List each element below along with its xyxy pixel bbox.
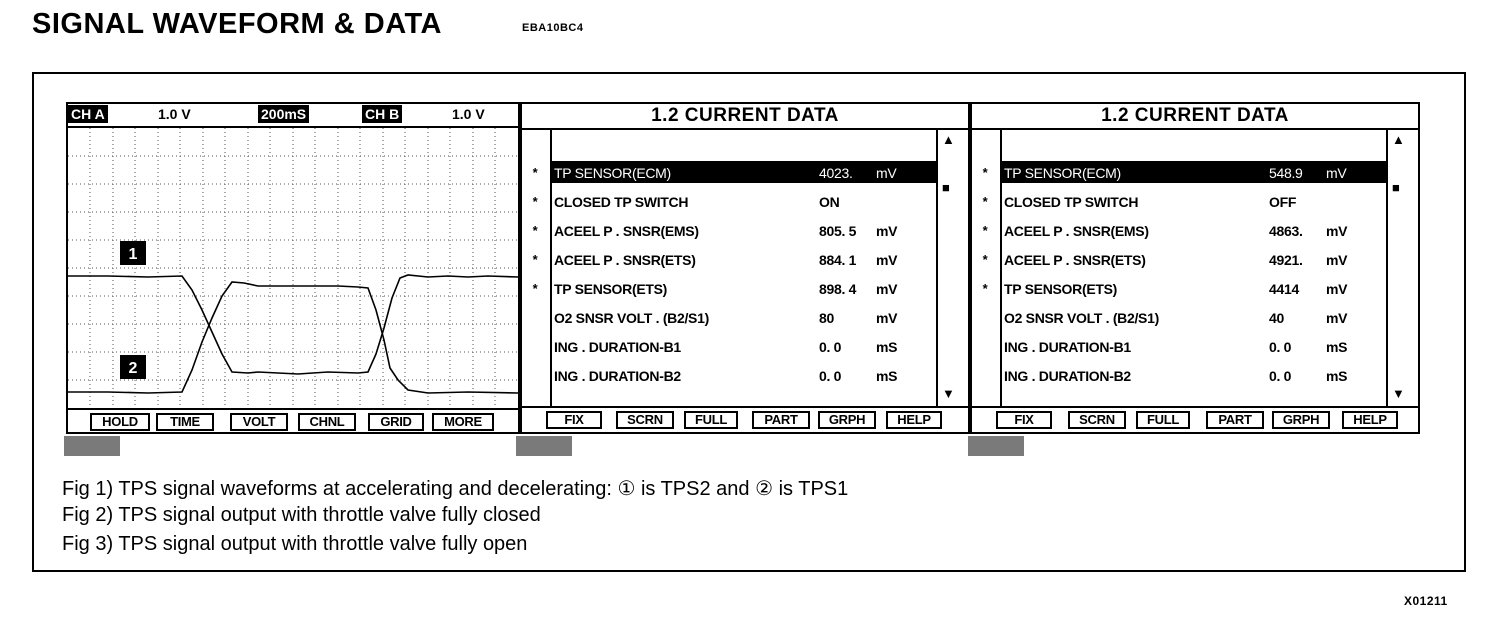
row-name: ACEEL P . SNSR(ETS) [1004,252,1146,268]
star-icon: * [532,194,538,209]
data-row[interactable] [972,159,1418,188]
scroll-thumb[interactable]: ■ [942,180,950,195]
fix-button[interactable]: FIX [546,411,602,429]
volt-button[interactable]: VOLT [230,413,288,431]
data-row[interactable] [522,159,968,188]
channel-a-volt-div: 1.0 V [158,106,191,122]
row-unit: mV [1326,165,1347,181]
row-value: 4023. [819,165,853,181]
panel-title: 1.2 CURRENT DATA [972,104,1418,130]
data-list [972,159,1418,391]
star-icon: * [532,223,538,238]
part-button[interactable]: PART [752,411,810,429]
star-icon: * [982,281,988,296]
data-row[interactable] [972,362,1418,391]
current-data-panel-fig2 [520,102,970,434]
caption-fig-2: Fig 2) TPS signal output with throttle valve fully closed [62,504,541,526]
row-name: ING . DURATION-B2 [554,368,681,384]
row-unit: mV [876,281,898,297]
row-value: OFF [1269,194,1297,210]
time-div: 200mS [258,105,309,123]
oscilloscope-panel [66,102,520,434]
document-code: EBA10BC4 [522,22,584,34]
fig-3-tag [968,436,1024,456]
tps2-marker: 1 [128,246,138,263]
row-unit: mV [876,252,898,268]
row-unit: mV [1326,310,1348,326]
grph-button[interactable]: GRPH [1272,411,1330,429]
row-value: 0. 0 [1269,368,1292,384]
row-name: ACEEL P . SNSR(ETS) [554,252,696,268]
star-icon: * [532,281,538,296]
row-unit: mV [1326,252,1348,268]
star-icon: * [532,165,538,180]
grid-button[interactable]: GRID [368,413,424,431]
row-unit: mV [876,165,897,181]
row-name: ACEEL P . SNSR(EMS) [554,223,699,239]
row-name: O2 SNSR VOLT . (B2/S1) [554,310,709,326]
data-row[interactable] [522,304,968,333]
data-row[interactable] [972,217,1418,246]
row-name: ING . DURATION-B1 [554,339,681,355]
data-row[interactable] [522,333,968,362]
row-value: 548.9 [1269,165,1303,181]
channel-b-label: CH B [362,105,402,123]
row-value: 80 [819,310,834,326]
star-icon: * [532,252,538,267]
row-name: O2 SNSR VOLT . (B2/S1) [1004,310,1159,326]
fig-1-tag [64,436,120,456]
panel-button-bar [972,406,1418,434]
chnl-button[interactable]: CHNL [298,413,356,431]
fig-2-tag [516,436,572,456]
full-button[interactable]: FULL [684,411,738,429]
row-value: 0. 0 [819,339,842,355]
scroll-up-icon[interactable]: ▲ [942,132,955,147]
data-row[interactable] [972,275,1418,304]
row-value: 4921. [1269,252,1303,268]
row-name: ACEEL P . SNSR(EMS) [1004,223,1149,239]
star-icon: * [982,252,988,267]
fix-button[interactable]: FIX [996,411,1052,429]
part-button[interactable]: PART [1206,411,1264,429]
row-value: 805. 5 [819,223,857,239]
data-row[interactable] [972,333,1418,362]
scrn-button[interactable]: SCRN [616,411,674,429]
help-button[interactable]: HELP [886,411,942,429]
data-list [522,159,968,391]
scope-header [68,104,518,128]
star-icon: * [982,194,988,209]
star-icon: * [982,223,988,238]
data-row[interactable] [972,246,1418,275]
full-button[interactable]: FULL [1136,411,1190,429]
row-name: TP SENSOR(ECM) [1004,165,1121,181]
row-name: ING . DURATION-B2 [1004,368,1131,384]
scope-button-bar [68,408,518,434]
tps1-marker: 2 [128,360,138,377]
data-row[interactable] [972,304,1418,333]
scroll-thumb[interactable]: ■ [1392,180,1400,195]
data-row[interactable] [522,217,968,246]
data-row[interactable] [522,362,968,391]
row-value: 898. 4 [819,281,857,297]
row-value: 884. 1 [819,252,857,268]
help-button[interactable]: HELP [1342,411,1398,429]
row-unit: mS [876,368,898,384]
row-value: 4863. [1269,223,1303,239]
row-value: ON [819,194,840,210]
row-unit: mV [876,310,898,326]
channel-a-label: CH A [68,105,108,123]
row-name: ING . DURATION-B1 [1004,339,1131,355]
time-button[interactable]: TIME [156,413,214,431]
data-row[interactable] [522,275,968,304]
caption-fig-3: Fig 3) TPS signal output with throttle valve fully open [62,533,528,555]
row-unit: mS [876,339,898,355]
scroll-down-icon[interactable]: ▼ [942,386,955,401]
scroll-up-icon[interactable]: ▲ [1392,132,1405,147]
row-value: 4414 [1269,281,1299,297]
data-row[interactable] [972,188,1418,217]
row-unit: mS [1326,368,1348,384]
row-name: TP SENSOR(ECM) [554,165,671,181]
channel-b-volt-div: 1.0 V [452,106,485,122]
row-name: CLOSED TP SWITCH [554,194,689,210]
star-icon: * [982,165,988,180]
row-unit: mV [876,223,898,239]
panel-button-bar [522,406,968,434]
row-name: TP SENSOR(ETS) [554,281,668,297]
page-title: SIGNAL WAVEFORM & DATA [32,8,443,40]
data-row[interactable] [522,246,968,275]
more-button[interactable]: MORE [432,413,494,431]
row-value: 0. 0 [1269,339,1292,355]
caption-fig-1: Fig 1) TPS signal waveforms at accelerating and decelerating: ① is TPS2 and ② is TPS1 [62,478,849,500]
panel-title: 1.2 CURRENT DATA [522,104,968,130]
grph-button[interactable]: GRPH [818,411,876,429]
data-row[interactable] [522,188,968,217]
row-unit: mV [1326,223,1348,239]
scrn-button[interactable]: SCRN [1068,411,1126,429]
waveform-display [68,128,518,408]
hold-button[interactable]: HOLD [90,413,150,431]
scroll-down-icon[interactable]: ▼ [1392,386,1405,401]
row-name: CLOSED TP SWITCH [1004,194,1139,210]
current-data-panel-fig3 [970,102,1420,434]
row-name: TP SENSOR(ETS) [1004,281,1118,297]
row-unit: mS [1326,339,1348,355]
row-unit: mV [1326,281,1348,297]
row-value: 0. 0 [819,368,842,384]
row-value: 40 [1269,310,1284,326]
figure-id: X01211 [1404,594,1448,608]
